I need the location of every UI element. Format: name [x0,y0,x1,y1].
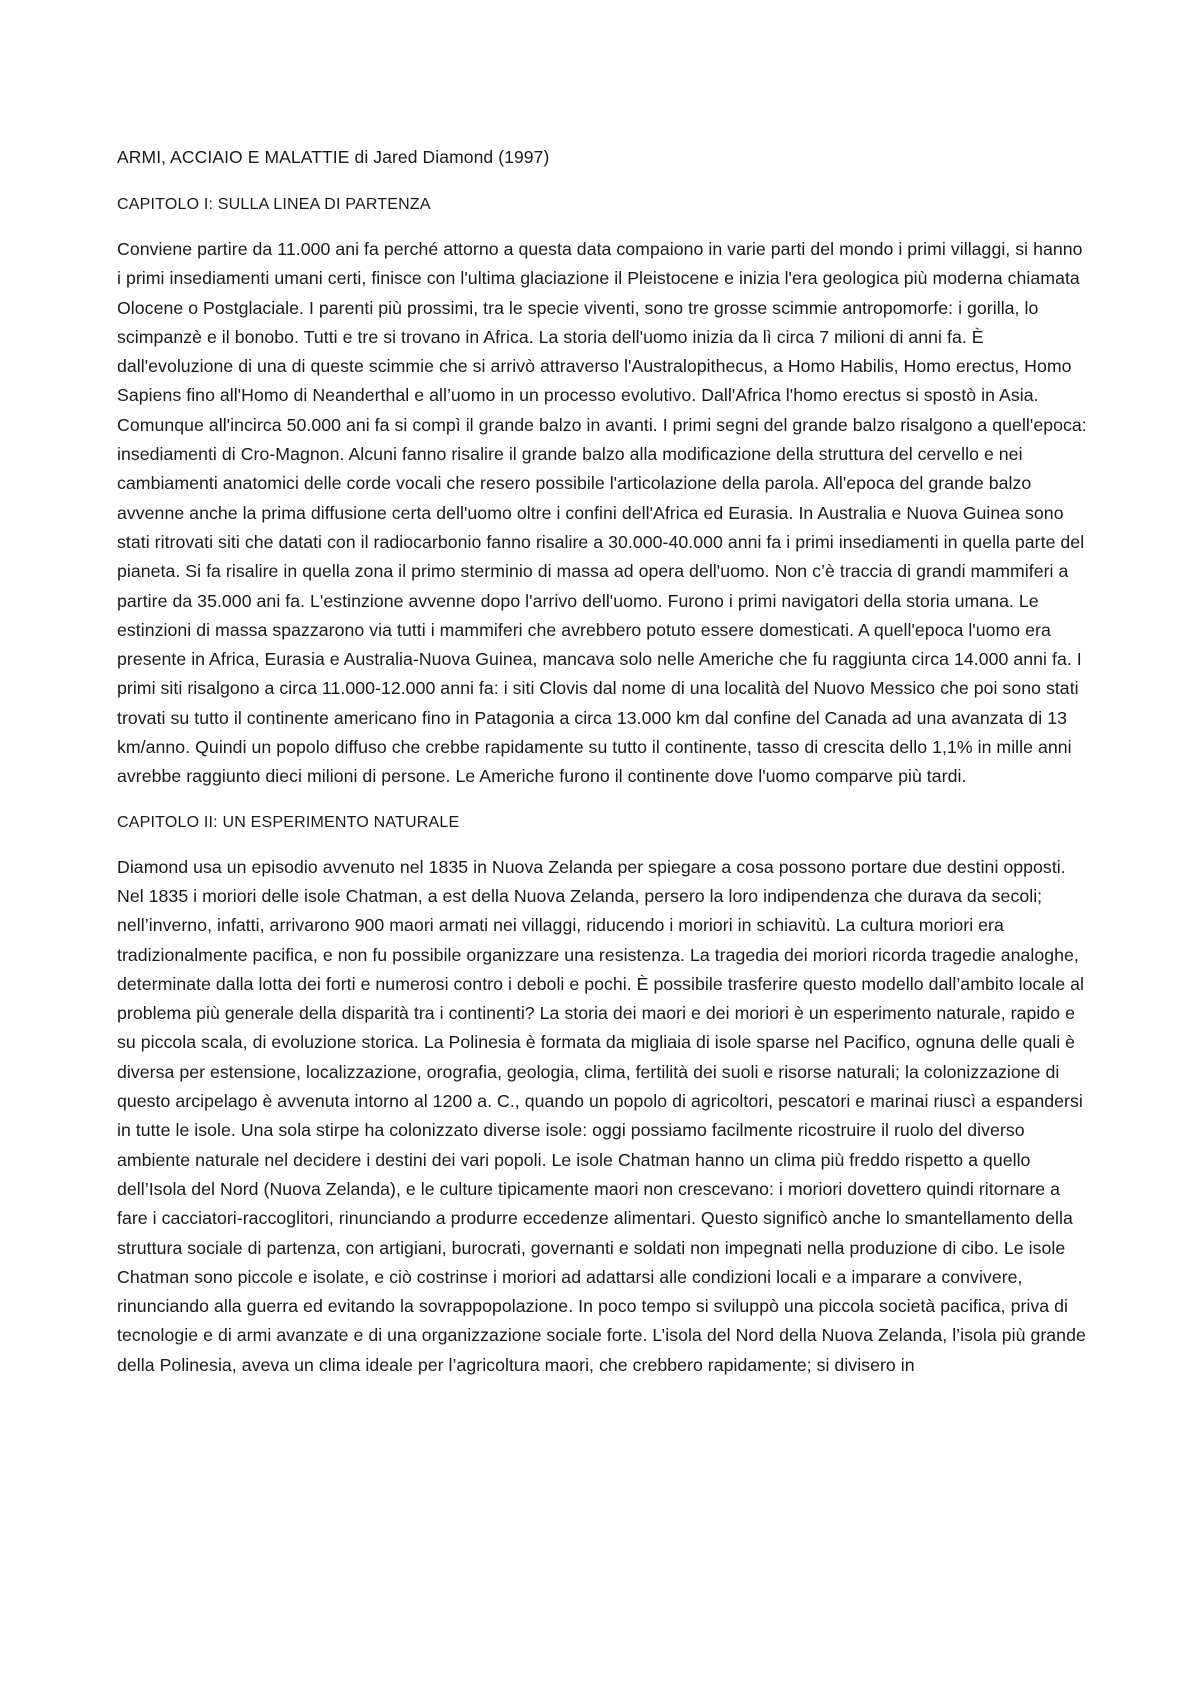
chapter-1-heading: CAPITOLO I: SULLA LINEA DI PARTENZA [117,196,431,213]
chapter-2-paragraph: Diamond usa un episodio avvenuto nel 1835 in Nuova Zelanda per spiegare a cosa possono portare due destini opposti. Nel 1835 i moriori delle isole Chatman, a est della Nuova Zelanda, persero la loro indipendenza che durava da secoli; nell’inverno, infatti, arrivarono 900 maori armati nei villaggi, riducendo i moriori in schiavitù. La cultura moriori era tradizionalmente pacifica, e non fu possibile organizzare una resistenza. La tragedia dei moriori ricorda tragedie analoghe, determinate dalla lotta dei forti e numerosi contro i deboli e pochi. È possibile trasferire questo modello dall’ambito locale al problema più generale della disparità tra i continenti? La storia dei maori e dei moriori è un esperimento naturale, rapido e su piccola scala, di evoluzione storica. La Polinesia è formata da migliaia di isole sparse nel Pacifico, ognuna delle quali è diversa per estensione, localizzazione, orografia, geologia, clima, fertilità dei suoli e risorse naturali; la colonizzazione di questo arcipelago è avvenuta intorno al 1200 a. C., quando un popolo di agricoltori, pescatori e marinai riuscì a espandersi in tutte le isole. Una sola stirpe ha colonizzato diverse isole: oggi possiamo facilmente ricostruire il ruolo del diverso ambiente naturale nel decidere i destini dei vari popoli. Le isole Chatman hanno un clima più freddo rispetto a quello dell’Isola del Nord (Nuova Zelanda), e le culture tipicamente maori non crescevano: i moriori dovettero quindi ritornare a fare i cacciatori-raccoglitori, rinunciando a produrre eccedenze alimentari. Questo significò anche lo smantellamento della struttura sociale di partenza, con artigiani, burocrati, governanti e soldati non impegnati nella produzione di cibo. Le isole Chatman sono piccole e isolate, e ciò costrinse i moriori ad adattarsi alle condizioni locali e a imparare a convivere, rinunciando alla guerra ed evitando la sovrappopolazione. In poco tempo si sviluppò una piccola società pacifica, priva di tecnologie e di armi avanzate e di una organizzazione sociale forte. L’isola del Nord della Nuova Zelanda, l’isola più grande della Polinesia, aveva un clima ideale per l’agricoltura maori, che crebbero rapidamente; si divisero in [117,856,1086,1375]
document-body [117,143,1091,1396]
chapter-1-paragraph: Conviene partire da 11.000 ani fa perché attorno a questa data compaiono in varie parti del mondo i primi villaggi, si hanno i primi insediamenti umani certi, finisce con l'ultima glaciazione il Pleistocene e inizia l'era geologica più moderna chiamata Olocene o Postglaciale. I parenti più prossimi, tra le specie viventi, sono tre grosse scimmie antropomorfe: i gorilla, lo scimpanzè e il bonobo. Tutti e tre si trovano in Africa. La storia dell'uomo inizia da lì circa 7 milioni di anni fa. È dall'evoluzione di una di queste scimmie che si arrivò attraverso l'Australopithecus, a Homo Habilis, Homo erectus, Homo Sapiens fino all'Homo di Neanderthal e all’uomo in un processo evolutivo. Dall'Africa l'homo erectus si spostò in Asia. Comunque all'incirca 50.000 ani fa si compì il grande balzo in avanti. I primi segni del grande balzo risalgono a quell'epoca: insediamenti di Cro-Magnon. Alcuni fanno risalire il grande balzo alla modificazione della struttura del cervello e nei cambiamenti anatomici delle corde vocali che resero possibile l'articolazione della parola. All'epoca del grande balzo avvenne anche la prima diffusione certa dell'uomo oltre i confini dell'Africa ed Eurasia. In Australia e Nuova Guinea sono stati ritrovati siti che datati con il radiocarbonio fanno risalire a 30.000-40.000 anni fa i primi insediamenti in quella parte del pianeta. Si fa risalire in quella zona il primo sterminio di massa ad opera dell'uomo. Non c’è traccia di grandi mammiferi a partire da 35.000 ani fa. L'estinzione avvenne dopo l'arrivo dell'uomo. Furono i primi navigatori della storia umana. Le estinzioni di massa spazzarono via tutti i mammiferi che avrebbero potuto essere domesticati. A quell'epoca l'uomo era presente in Africa, Eurasia e Australia-Nuova Guinea, mancava solo nelle Americhe che fu raggiunta circa 14.000 anni fa. I primi siti risalgono a circa 11.000-12.000 anni fa: i siti Clovis dal nome di una località del Nuovo Messico che poi sono stati trovati su tutto il continente americano fino in Patagonia a circa 13.000 km dal confine del Canada ad una avanzata di 13 km/anno. Quindi un popolo diffuso che crebbe rapidamente su tutto il continente, tasso di crescita dello 1,1% in mille anni avrebbe raggiunto dieci milioni di persone. Le Americhe furono il continente dove l'uomo comparve più tardi. [117,239,1087,787]
document-title: ARMI, ACCIAIO E MALATTIE di Jared Diamond (1997) [117,147,550,167]
chapter-2-heading: CAPITOLO II: UN ESPERIMENTO NATURALE [117,813,460,831]
